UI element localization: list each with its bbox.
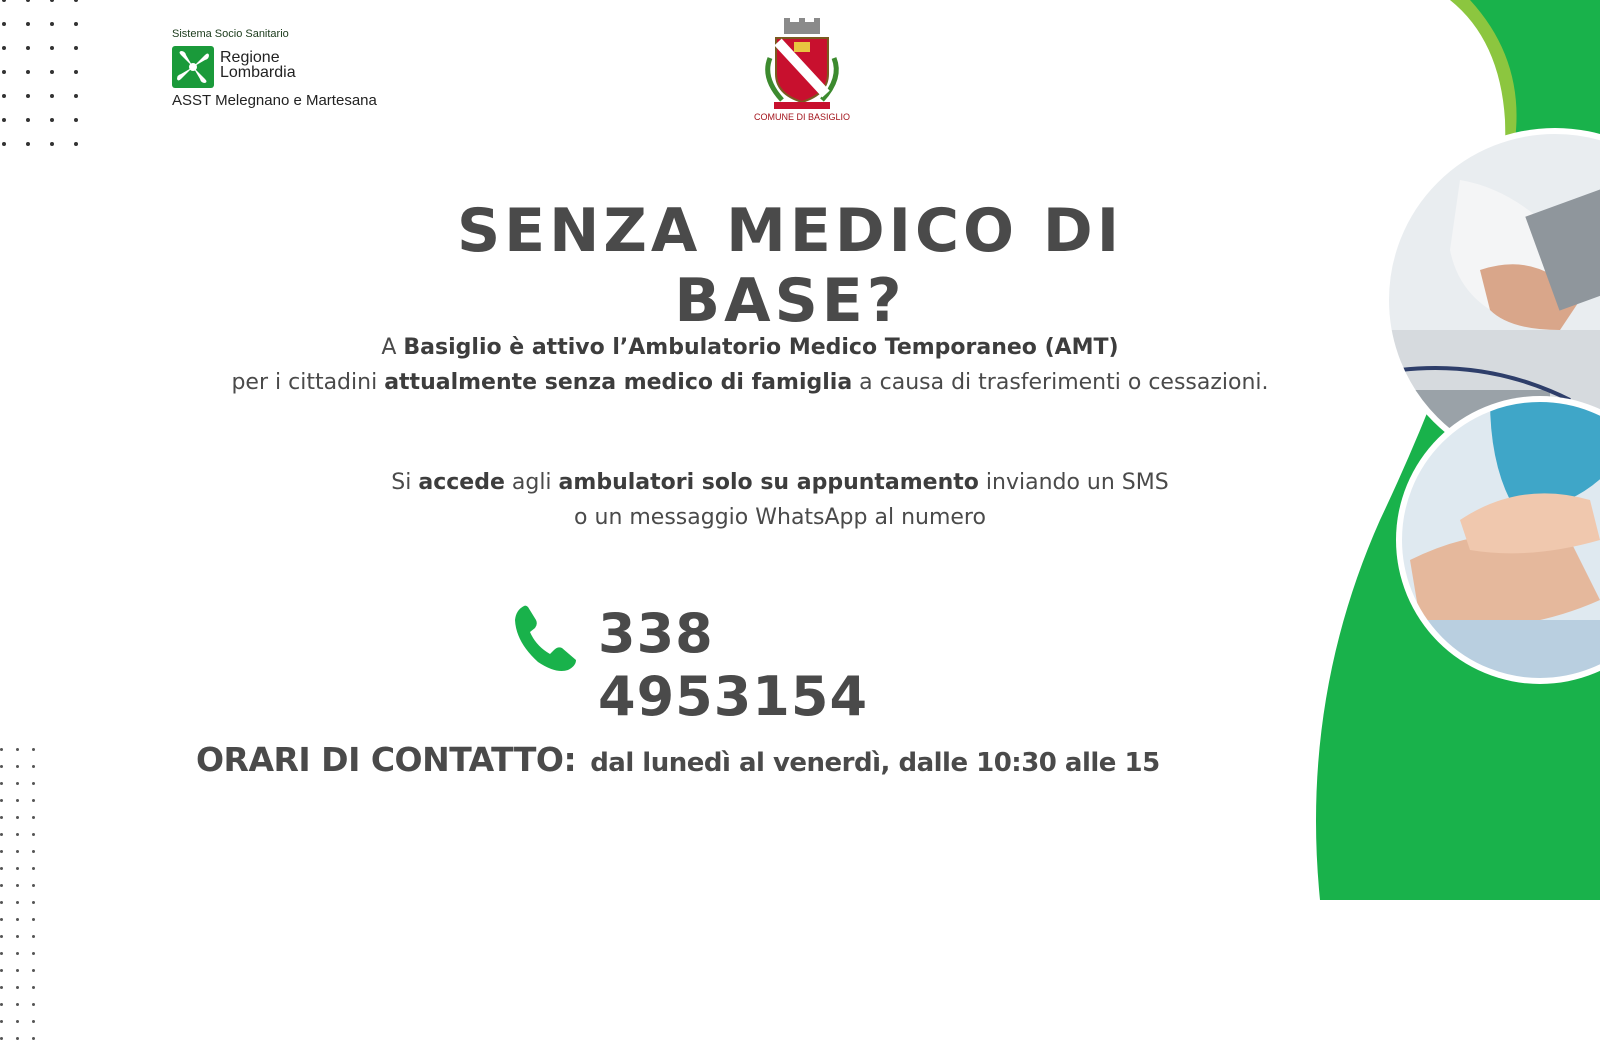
paragraph1-line1: A Basiglio è attivo l’Ambulatorio Medico Temporaneo (AMT) <box>381 335 1119 360</box>
phone-icon <box>510 602 582 674</box>
region-name <box>220 50 296 80</box>
comune-crest <box>752 18 852 128</box>
phone-contact <box>510 602 990 728</box>
right-decoration <box>1310 0 1600 900</box>
paragraph2-line1: Si accede agli ambulatori solo su appuntamento inviando un SMS <box>391 470 1169 495</box>
paragraph1-line2: per i cittadini attualmente senza medico di famiglia a causa di trasferimenti o cessazioni. <box>231 370 1269 395</box>
regione-lombardia-logo <box>172 28 462 118</box>
asst-label: ASST Melegnano e Martesana <box>172 92 377 109</box>
info-paragraph-amt <box>180 330 1320 400</box>
phone-number[interactable]: 338 4953154 <box>598 602 869 728</box>
decorative-dots-top <box>2 0 78 146</box>
hours-label: ORARI DI CONTATTO: <box>196 740 577 779</box>
system-label: Sistema Socio Sanitario <box>172 28 289 40</box>
decorative-dots-bottom <box>0 748 35 1040</box>
paragraph2-line2: o un messaggio WhatsApp al numero <box>574 505 986 530</box>
hours-value: dal lunedì al venerdì, dalle 10:30 alle 15 <box>590 748 1160 778</box>
crest-shield-icon <box>752 18 852 114</box>
info-paragraph-access <box>300 465 1260 535</box>
region-line2: Lombardia <box>220 64 296 81</box>
regione-mark-icon <box>172 46 214 88</box>
region-line1: Regione <box>220 49 280 66</box>
page-title: SENZA MEDICO DI BASE? <box>456 196 1124 336</box>
contact-hours <box>196 740 1196 779</box>
comune-label: COMUNE DI BASIGLIO <box>753 112 851 122</box>
